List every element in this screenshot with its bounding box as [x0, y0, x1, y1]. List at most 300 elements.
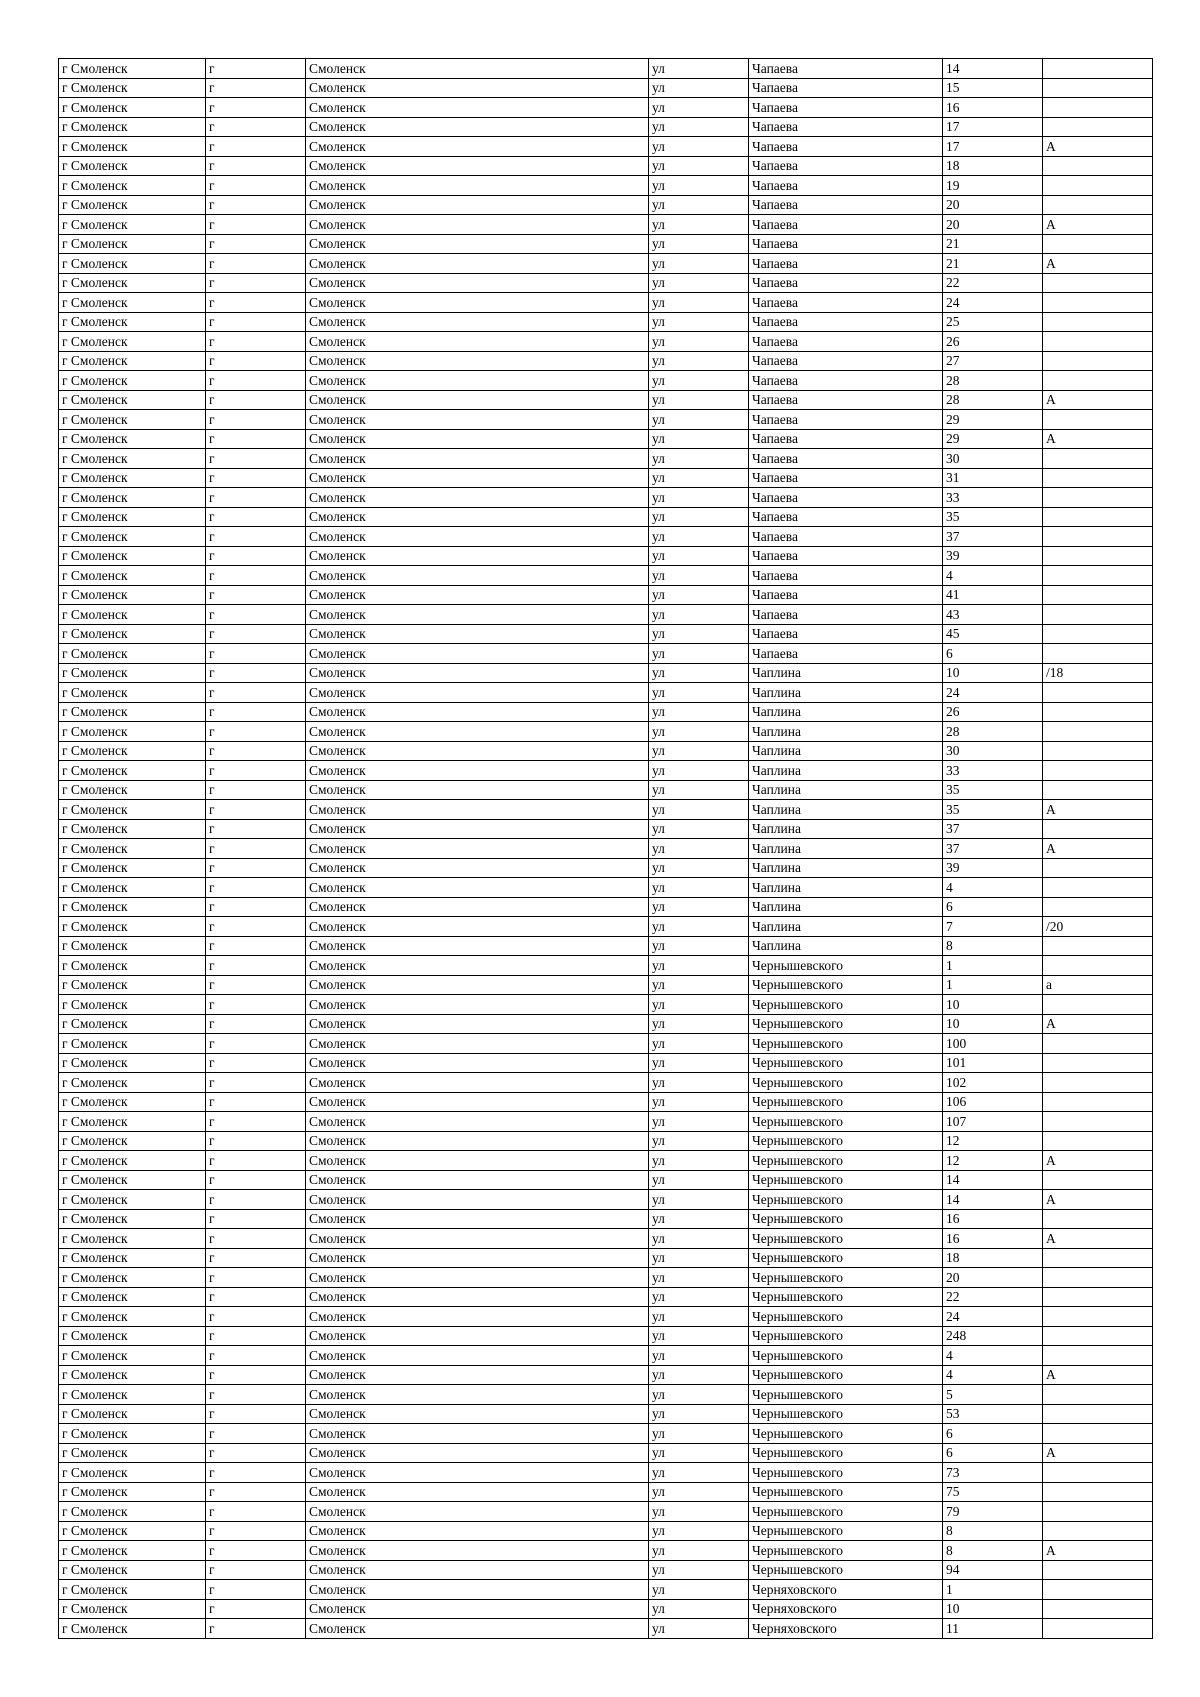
house-suffix-cell: [1043, 995, 1153, 1015]
house-suffix-cell: [1043, 176, 1153, 196]
street-name-cell: Чернышевского: [749, 1229, 943, 1249]
house-suffix-cell: [1043, 1073, 1153, 1093]
house-suffix-cell: [1043, 1112, 1153, 1132]
street-type-cell: ул: [649, 878, 749, 898]
locality-type-cell: г: [206, 390, 306, 410]
locality-cell: Смоленск: [306, 176, 649, 196]
locality-type-cell: г: [206, 917, 306, 937]
house-suffix-cell: [1043, 273, 1153, 293]
table-row: [59, 995, 1153, 1015]
street-type-cell: ул: [649, 156, 749, 176]
house-number-cell: 5: [943, 1385, 1043, 1405]
street-name-cell: Чапаева: [749, 390, 943, 410]
table-row: [59, 78, 1153, 98]
street-type-cell: ул: [649, 546, 749, 566]
table-row: [59, 1560, 1153, 1580]
city-cell: г Смоленск: [59, 936, 206, 956]
table-row: [59, 293, 1153, 313]
city-cell: г Смоленск: [59, 1365, 206, 1385]
locality-type-cell: г: [206, 176, 306, 196]
house-number-cell: 27: [943, 351, 1043, 371]
locality-type-cell: г: [206, 371, 306, 391]
street-name-cell: Чапаева: [749, 59, 943, 79]
city-cell: г Смоленск: [59, 98, 206, 118]
street-name-cell: Чаплина: [749, 858, 943, 878]
locality-cell: Смоленск: [306, 449, 649, 469]
house-number-cell: 21: [943, 234, 1043, 254]
locality-type-cell: г: [206, 1151, 306, 1171]
street-type-cell: ул: [649, 1034, 749, 1054]
house-number-cell: 79: [943, 1502, 1043, 1522]
street-name-cell: Чернышевского: [749, 1424, 943, 1444]
table-row: [59, 897, 1153, 917]
street-name-cell: Чапаева: [749, 429, 943, 449]
house-suffix-cell: [1043, 1560, 1153, 1580]
house-suffix-cell: [1043, 78, 1153, 98]
house-suffix-cell: [1043, 1463, 1153, 1483]
house-number-cell: 11: [943, 1619, 1043, 1639]
house-suffix-cell: [1043, 332, 1153, 352]
locality-cell: Смоленск: [306, 644, 649, 664]
house-number-cell: 30: [943, 449, 1043, 469]
street-type-cell: ул: [649, 59, 749, 79]
table-row: [59, 1229, 1153, 1249]
table-row: [59, 683, 1153, 703]
street-name-cell: Чаплина: [749, 702, 943, 722]
street-name-cell: Чапаева: [749, 137, 943, 157]
street-type-cell: ул: [649, 429, 749, 449]
street-type-cell: ул: [649, 1287, 749, 1307]
locality-type-cell: г: [206, 780, 306, 800]
city-cell: г Смоленск: [59, 546, 206, 566]
city-cell: г Смоленск: [59, 800, 206, 820]
street-type-cell: ул: [649, 1326, 749, 1346]
city-cell: г Смоленск: [59, 468, 206, 488]
city-cell: г Смоленск: [59, 956, 206, 976]
table-row: [59, 975, 1153, 995]
locality-type-cell: г: [206, 332, 306, 352]
locality-cell: Смоленск: [306, 1541, 649, 1561]
house-number-cell: 10: [943, 1599, 1043, 1619]
house-number-cell: 29: [943, 410, 1043, 430]
city-cell: г Смоленск: [59, 332, 206, 352]
street-name-cell: Чаплина: [749, 917, 943, 937]
locality-type-cell: г: [206, 975, 306, 995]
street-type-cell: ул: [649, 507, 749, 527]
table-row: [59, 156, 1153, 176]
street-type-cell: ул: [649, 1190, 749, 1210]
city-cell: г Смоленск: [59, 975, 206, 995]
city-cell: г Смоленск: [59, 78, 206, 98]
table-row: [59, 858, 1153, 878]
locality-type-cell: г: [206, 351, 306, 371]
locality-type-cell: г: [206, 293, 306, 313]
street-name-cell: Чернышевского: [749, 1307, 943, 1327]
house-number-cell: 22: [943, 273, 1043, 293]
city-cell: г Смоленск: [59, 1073, 206, 1093]
street-type-cell: ул: [649, 585, 749, 605]
house-suffix-cell: А: [1043, 1541, 1153, 1561]
house-suffix-cell: /18: [1043, 663, 1153, 683]
street-type-cell: ул: [649, 390, 749, 410]
city-cell: г Смоленск: [59, 1463, 206, 1483]
city-cell: г Смоленск: [59, 507, 206, 527]
house-suffix-cell: /20: [1043, 917, 1153, 937]
street-type-cell: ул: [649, 371, 749, 391]
locality-cell: Смоленск: [306, 975, 649, 995]
house-number-cell: 53: [943, 1404, 1043, 1424]
city-cell: г Смоленск: [59, 1190, 206, 1210]
house-number-cell: 37: [943, 527, 1043, 547]
house-number-cell: 16: [943, 1209, 1043, 1229]
locality-cell: Смоленск: [306, 78, 649, 98]
locality-cell: Смоленск: [306, 156, 649, 176]
street-name-cell: Чернышевского: [749, 1326, 943, 1346]
city-cell: г Смоленск: [59, 254, 206, 274]
house-number-cell: 14: [943, 1190, 1043, 1210]
city-cell: г Смоленск: [59, 995, 206, 1015]
table-row: [59, 1268, 1153, 1288]
locality-type-cell: г: [206, 605, 306, 625]
city-cell: г Смоленск: [59, 1112, 206, 1132]
locality-type-cell: г: [206, 215, 306, 235]
table-row: [59, 566, 1153, 586]
locality-cell: Смоленск: [306, 819, 649, 839]
table-row: [59, 312, 1153, 332]
house-suffix-cell: [1043, 1385, 1153, 1405]
locality-type-cell: г: [206, 1580, 306, 1600]
house-suffix-cell: [1043, 468, 1153, 488]
house-suffix-cell: [1043, 98, 1153, 118]
street-name-cell: Чаплина: [749, 800, 943, 820]
street-name-cell: Чапаева: [749, 293, 943, 313]
street-name-cell: Чернышевского: [749, 1463, 943, 1483]
house-number-cell: 75: [943, 1482, 1043, 1502]
locality-type-cell: г: [206, 1131, 306, 1151]
locality-type-cell: г: [206, 663, 306, 683]
house-suffix-cell: [1043, 956, 1153, 976]
table-row: [59, 234, 1153, 254]
house-number-cell: 17: [943, 117, 1043, 137]
street-name-cell: Чернышевского: [749, 1521, 943, 1541]
street-type-cell: ул: [649, 234, 749, 254]
locality-cell: Смоленск: [306, 663, 649, 683]
city-cell: г Смоленск: [59, 1560, 206, 1580]
house-suffix-cell: [1043, 1209, 1153, 1229]
street-type-cell: ул: [649, 644, 749, 664]
city-cell: г Смоленск: [59, 839, 206, 859]
house-suffix-cell: [1043, 1131, 1153, 1151]
table-row: [59, 1521, 1153, 1541]
house-suffix-cell: А: [1043, 1229, 1153, 1249]
locality-type-cell: г: [206, 1443, 306, 1463]
locality-cell: Смоленск: [306, 332, 649, 352]
street-name-cell: Чернышевского: [749, 1268, 943, 1288]
street-type-cell: ул: [649, 1229, 749, 1249]
street-type-cell: ул: [649, 1092, 749, 1112]
table-row: [59, 254, 1153, 274]
house-number-cell: 26: [943, 702, 1043, 722]
street-type-cell: ул: [649, 897, 749, 917]
house-number-cell: 22: [943, 1287, 1043, 1307]
street-name-cell: Чапаева: [749, 585, 943, 605]
street-name-cell: Чапаева: [749, 254, 943, 274]
house-suffix-cell: А: [1043, 390, 1153, 410]
street-type-cell: ул: [649, 1560, 749, 1580]
table-row: [59, 59, 1153, 79]
street-type-cell: ул: [649, 1385, 749, 1405]
street-type-cell: ул: [649, 1112, 749, 1132]
locality-type-cell: г: [206, 1287, 306, 1307]
table-row: [59, 917, 1153, 937]
locality-type-cell: г: [206, 936, 306, 956]
locality-cell: Смоленск: [306, 585, 649, 605]
table-row: [59, 410, 1153, 430]
table-row: [59, 1073, 1153, 1093]
table-row: [59, 117, 1153, 137]
locality-cell: Смоленск: [306, 312, 649, 332]
locality-type-cell: г: [206, 488, 306, 508]
table-row: [59, 1092, 1153, 1112]
street-name-cell: Чапаева: [749, 410, 943, 430]
locality-type-cell: г: [206, 254, 306, 274]
street-type-cell: ул: [649, 1463, 749, 1483]
locality-cell: Смоленск: [306, 1424, 649, 1444]
house-number-cell: 24: [943, 1307, 1043, 1327]
locality-type-cell: г: [206, 1209, 306, 1229]
locality-cell: Смоленск: [306, 1307, 649, 1327]
house-suffix-cell: [1043, 1599, 1153, 1619]
locality-cell: Смоленск: [306, 839, 649, 859]
table-row: [59, 800, 1153, 820]
table-row: [59, 1131, 1153, 1151]
house-suffix-cell: [1043, 1170, 1153, 1190]
street-type-cell: ул: [649, 1346, 749, 1366]
house-suffix-cell: А: [1043, 1443, 1153, 1463]
locality-type-cell: г: [206, 1326, 306, 1346]
city-cell: г Смоленск: [59, 1151, 206, 1171]
house-number-cell: 25: [943, 312, 1043, 332]
house-number-cell: 4: [943, 1365, 1043, 1385]
locality-cell: Смоленск: [306, 488, 649, 508]
street-name-cell: Черняховского: [749, 1580, 943, 1600]
street-type-cell: ул: [649, 800, 749, 820]
house-number-cell: 35: [943, 780, 1043, 800]
locality-cell: Смоленск: [306, 98, 649, 118]
locality-cell: Смоленск: [306, 722, 649, 742]
locality-cell: Смоленск: [306, 195, 649, 215]
house-suffix-cell: [1043, 1580, 1153, 1600]
locality-type-cell: г: [206, 1560, 306, 1580]
locality-type-cell: г: [206, 1424, 306, 1444]
locality-type-cell: г: [206, 59, 306, 79]
locality-type-cell: г: [206, 1112, 306, 1132]
table-row: [59, 371, 1153, 391]
street-type-cell: ул: [649, 1580, 749, 1600]
locality-cell: Смоленск: [306, 605, 649, 625]
street-name-cell: Чаплина: [749, 722, 943, 742]
locality-type-cell: г: [206, 585, 306, 605]
locality-cell: Смоленск: [306, 995, 649, 1015]
table-row: [59, 644, 1153, 664]
table-row: [59, 176, 1153, 196]
locality-type-cell: г: [206, 1092, 306, 1112]
street-name-cell: Чернышевского: [749, 1287, 943, 1307]
street-type-cell: ул: [649, 98, 749, 118]
locality-type-cell: г: [206, 1521, 306, 1541]
street-name-cell: Чаплина: [749, 897, 943, 917]
locality-type-cell: г: [206, 527, 306, 547]
locality-cell: Смоленск: [306, 897, 649, 917]
city-cell: г Смоленск: [59, 1229, 206, 1249]
locality-type-cell: г: [206, 429, 306, 449]
house-suffix-cell: [1043, 858, 1153, 878]
house-number-cell: 248: [943, 1326, 1043, 1346]
address-table-body: [59, 59, 1153, 1639]
street-name-cell: Чернышевского: [749, 1541, 943, 1561]
street-name-cell: Чернышевского: [749, 1014, 943, 1034]
locality-cell: Смоленск: [306, 1326, 649, 1346]
street-name-cell: Чапаева: [749, 234, 943, 254]
street-type-cell: ул: [649, 605, 749, 625]
street-name-cell: Чапаева: [749, 176, 943, 196]
house-number-cell: 43: [943, 605, 1043, 625]
house-number-cell: 4: [943, 566, 1043, 586]
locality-cell: Смоленск: [306, 1443, 649, 1463]
street-name-cell: Чернышевского: [749, 1248, 943, 1268]
house-number-cell: 94: [943, 1560, 1043, 1580]
locality-cell: Смоленск: [306, 468, 649, 488]
house-suffix-cell: [1043, 449, 1153, 469]
locality-type-cell: г: [206, 410, 306, 430]
street-type-cell: ул: [649, 858, 749, 878]
locality-type-cell: г: [206, 1034, 306, 1054]
table-row: [59, 1502, 1153, 1522]
city-cell: г Смоленск: [59, 1326, 206, 1346]
house-suffix-cell: [1043, 780, 1153, 800]
street-type-cell: ул: [649, 1619, 749, 1639]
locality-cell: Смоленск: [306, 1034, 649, 1054]
table-row: [59, 1404, 1153, 1424]
locality-type-cell: г: [206, 1053, 306, 1073]
street-name-cell: Чаплина: [749, 741, 943, 761]
house-suffix-cell: [1043, 644, 1153, 664]
house-number-cell: 20: [943, 1268, 1043, 1288]
street-name-cell: Чапаева: [749, 273, 943, 293]
street-type-cell: ул: [649, 137, 749, 157]
street-type-cell: ул: [649, 215, 749, 235]
street-name-cell: Чернышевского: [749, 975, 943, 995]
house-number-cell: 26: [943, 332, 1043, 352]
house-suffix-cell: А: [1043, 1014, 1153, 1034]
house-number-cell: 6: [943, 897, 1043, 917]
table-row: [59, 1151, 1153, 1171]
locality-type-cell: г: [206, 1502, 306, 1522]
street-type-cell: ул: [649, 1424, 749, 1444]
house-number-cell: 37: [943, 819, 1043, 839]
street-name-cell: Чаплина: [749, 819, 943, 839]
street-name-cell: Чернышевского: [749, 1365, 943, 1385]
house-number-cell: 18: [943, 1248, 1043, 1268]
locality-cell: Смоленск: [306, 1229, 649, 1249]
street-name-cell: Чапаева: [749, 98, 943, 118]
table-row: [59, 1424, 1153, 1444]
locality-cell: Смоленск: [306, 1268, 649, 1288]
table-row: [59, 741, 1153, 761]
locality-type-cell: г: [206, 1482, 306, 1502]
table-row: [59, 722, 1153, 742]
street-type-cell: ул: [649, 1073, 749, 1093]
locality-cell: Смоленск: [306, 1385, 649, 1405]
locality-cell: Смоленск: [306, 1092, 649, 1112]
locality-cell: Смоленск: [306, 527, 649, 547]
city-cell: г Смоленск: [59, 663, 206, 683]
locality-cell: Смоленск: [306, 761, 649, 781]
street-type-cell: ул: [649, 1599, 749, 1619]
city-cell: г Смоленск: [59, 585, 206, 605]
locality-cell: Смоленск: [306, 137, 649, 157]
city-cell: г Смоленск: [59, 1248, 206, 1268]
city-cell: г Смоленск: [59, 1404, 206, 1424]
locality-type-cell: г: [206, 78, 306, 98]
city-cell: г Смоленск: [59, 722, 206, 742]
house-number-cell: 29: [943, 429, 1043, 449]
house-suffix-cell: [1043, 1248, 1153, 1268]
house-suffix-cell: [1043, 1619, 1153, 1639]
locality-type-cell: г: [206, 1170, 306, 1190]
street-type-cell: ул: [649, 741, 749, 761]
city-cell: г Смоленск: [59, 605, 206, 625]
city-cell: г Смоленск: [59, 702, 206, 722]
table-row: [59, 936, 1153, 956]
house-number-cell: 101: [943, 1053, 1043, 1073]
locality-type-cell: г: [206, 195, 306, 215]
locality-cell: Смоленск: [306, 1560, 649, 1580]
street-type-cell: ул: [649, 1131, 749, 1151]
street-name-cell: Чернышевского: [749, 1092, 943, 1112]
street-type-cell: ул: [649, 1053, 749, 1073]
locality-cell: Смоленск: [306, 410, 649, 430]
street-name-cell: Чернышевского: [749, 995, 943, 1015]
locality-cell: Смоленск: [306, 858, 649, 878]
table-row: [59, 1482, 1153, 1502]
locality-cell: Смоленск: [306, 1599, 649, 1619]
house-number-cell: 39: [943, 858, 1043, 878]
locality-type-cell: г: [206, 1346, 306, 1366]
table-row: [59, 605, 1153, 625]
street-name-cell: Чернышевского: [749, 1482, 943, 1502]
house-suffix-cell: [1043, 507, 1153, 527]
house-suffix-cell: [1043, 527, 1153, 547]
street-type-cell: ул: [649, 332, 749, 352]
house-suffix-cell: [1043, 761, 1153, 781]
locality-cell: Смоленск: [306, 507, 649, 527]
locality-cell: Смоленск: [306, 546, 649, 566]
house-suffix-cell: А: [1043, 429, 1153, 449]
table-row: [59, 663, 1153, 683]
locality-type-cell: г: [206, 1073, 306, 1093]
house-number-cell: 18: [943, 156, 1043, 176]
street-name-cell: Чернышевского: [749, 1073, 943, 1093]
house-suffix-cell: [1043, 702, 1153, 722]
house-suffix-cell: а: [1043, 975, 1153, 995]
street-name-cell: Чаплина: [749, 839, 943, 859]
house-suffix-cell: [1043, 1521, 1153, 1541]
city-cell: г Смоленск: [59, 1385, 206, 1405]
locality-type-cell: г: [206, 1268, 306, 1288]
street-type-cell: ул: [649, 1404, 749, 1424]
locality-type-cell: г: [206, 761, 306, 781]
